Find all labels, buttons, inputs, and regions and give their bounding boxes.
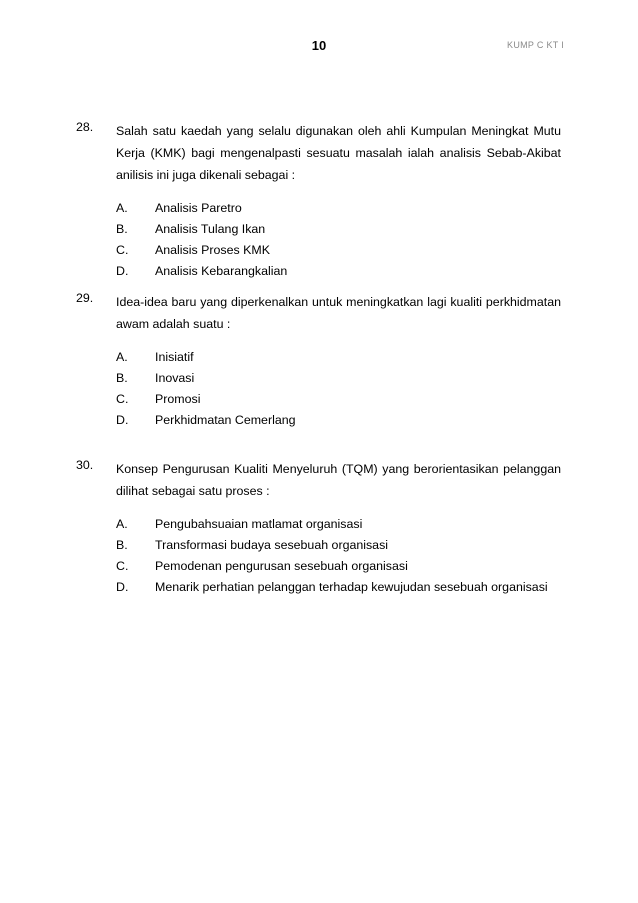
page-number: 10: [311, 38, 327, 53]
option-b: [116, 535, 561, 556]
question-text: Idea-idea baru yang diperkenalkan untuk meningkatkan lagi kualiti perkhidmatan awam adalah suatu :: [116, 295, 561, 331]
option-letter: B.: [116, 371, 128, 385]
option-letter: B.: [116, 222, 128, 236]
option-c: [116, 389, 561, 410]
option-list: [116, 514, 561, 598]
option-letter: D.: [116, 413, 129, 427]
option-letter: D.: [116, 580, 129, 594]
option-text: Perkhidmatan Cemerlang: [155, 413, 296, 427]
option-letter: A.: [116, 350, 128, 364]
option-text: Analisis Kebarangkalian: [155, 264, 288, 278]
option-letter: C.: [116, 243, 129, 257]
option-b: [116, 368, 561, 389]
option-b: [116, 219, 561, 240]
option-a: [116, 514, 561, 535]
option-letter: A.: [116, 517, 128, 531]
option-text: Pemodenan pengurusan sesebuah organisasi: [155, 559, 408, 573]
question-number: 30.: [76, 458, 94, 472]
option-d: [116, 410, 561, 431]
option-text: Analisis Paretro: [155, 201, 242, 215]
option-text: Analisis Tulang Ikan: [155, 222, 266, 236]
option-text: Pengubahsuaian matlamat organisasi: [155, 517, 363, 531]
question-28: [76, 120, 561, 282]
option-letter: B.: [116, 538, 128, 552]
option-text: Inisiatif: [155, 350, 194, 364]
option-letter: C.: [116, 392, 129, 406]
question-number: 29.: [76, 291, 94, 305]
option-letter: A.: [116, 201, 128, 215]
option-c: [116, 240, 561, 261]
option-text: Promosi: [155, 392, 201, 406]
option-letter: C.: [116, 559, 129, 573]
option-list: [116, 198, 561, 282]
option-list: [116, 347, 561, 431]
question-text: Salah satu kaedah yang selalu digunakan oleh ahli Kumpulan Meningkat Mutu Kerja (KMK) bagi mengenalpasti sesuatu masalah ialah analisis Sebab-Akibat anilisis ini juga dikenali sebagai :: [116, 124, 561, 182]
header-code: KUMP C KT I: [507, 40, 564, 50]
question-number: 28.: [76, 120, 94, 134]
option-a: [116, 347, 561, 368]
option-text: Inovasi: [155, 371, 195, 385]
option-text: Menarik perhatian pelanggan terhadap kewujudan sesebuah organisasi: [155, 580, 548, 594]
option-text: Transformasi budaya sesebuah organisasi: [155, 538, 389, 552]
option-text: Analisis Proses KMK: [155, 243, 270, 257]
option-letter: D.: [116, 264, 129, 278]
option-d: [116, 261, 561, 282]
question-30: [76, 458, 561, 598]
option-d: [116, 577, 561, 598]
question-text: Konsep Pengurusan Kualiti Menyeluruh (TQM) yang berorientasikan pelanggan dilihat sebagai satu proses :: [116, 462, 561, 498]
question-29: [76, 291, 561, 431]
option-a: [116, 198, 561, 219]
option-c: [116, 556, 561, 577]
